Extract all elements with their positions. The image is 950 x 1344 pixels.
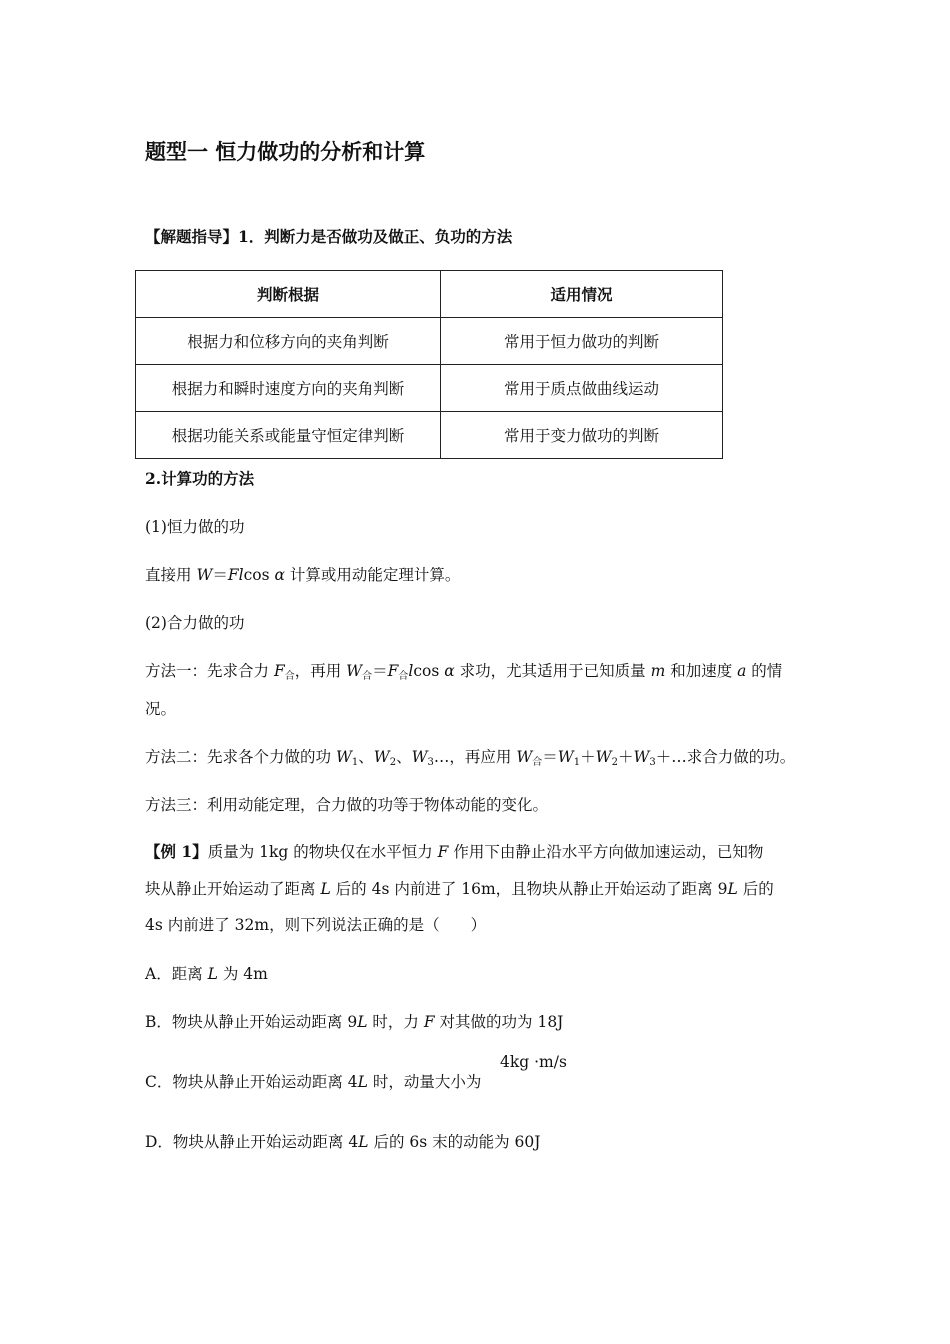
table-cell: 根据力和位移方向的夹角判断: [136, 318, 441, 365]
option-b: [145, 1010, 563, 1032]
subscript: 1: [351, 757, 359, 768]
text-run: 后的: [737, 880, 774, 898]
paragraph-method-2: [145, 745, 795, 768]
text-run: 求功，尤其适用于已知质量: [454, 662, 651, 680]
subscript: 1: [573, 757, 581, 768]
math-symbol: F: [423, 1013, 435, 1031]
subscript: 2: [611, 757, 618, 768]
math-symbol: F: [387, 662, 399, 680]
math-symbol: α: [444, 662, 455, 680]
math-symbol: l: [408, 662, 414, 680]
text-run: ＋: [580, 748, 596, 766]
math-symbol: α: [274, 566, 285, 584]
subsection-heading: (2)合力做的功: [145, 614, 245, 632]
text-run: 方法二：先求各个力做的功: [145, 748, 336, 766]
option-a: [145, 962, 268, 984]
math-symbol: a: [737, 662, 747, 680]
math-symbol: L: [357, 1073, 368, 1091]
paragraph-method-3: 方法三：利用动能定理，合力做的功等于物体动能的变化。: [145, 796, 549, 814]
text-run: ＝: [542, 748, 558, 766]
option-c-value: 4kg ·m/s: [500, 1053, 567, 1071]
math-symbol: L: [358, 1133, 369, 1151]
guide-heading: [145, 225, 512, 247]
math-symbol: W: [373, 748, 390, 766]
text-run: 对其做的功为 18J: [434, 1013, 564, 1031]
paragraph-method-1: [145, 659, 782, 682]
math-symbol: W: [516, 748, 533, 766]
page-title: 题型一 恒力做功的分析和计算: [145, 140, 426, 164]
table-cell: 根据功能关系或能量守恒定律判断: [136, 412, 441, 459]
text-run: 和加速度: [665, 662, 738, 680]
section-heading: 2.计算功的方法: [145, 469, 255, 488]
text-run: cos: [413, 662, 445, 680]
text-run: ＋: [617, 748, 634, 766]
text-run: 后的 4s 内前进了 16m，且物块从静止开始运动了距离 9: [330, 880, 728, 898]
table-row: [136, 412, 723, 459]
text-run: 的情: [746, 662, 783, 680]
example-line-1: [145, 840, 763, 862]
text-run: 作用下由静止沿水平方向做加速运动，已知物: [448, 843, 764, 861]
math-symbol: m: [650, 662, 666, 680]
table-cell: 常用于变力做功的判断: [441, 412, 723, 459]
math-symbol: W: [633, 748, 650, 766]
math-symbol: L: [320, 880, 331, 898]
text-run: D．物块从静止开始运动距离 4: [145, 1133, 359, 1151]
text-run: ，再用: [294, 662, 347, 680]
subscript: 2: [389, 757, 397, 768]
text-run: 为 4m: [217, 965, 268, 983]
table-header-cell: 适用情况: [441, 271, 723, 318]
math-symbol: L: [207, 965, 218, 983]
math-symbol: W: [196, 566, 213, 584]
text-run: B．物块从静止开始运动距离 9: [145, 1013, 358, 1031]
text-run: 方法一：先求合力: [145, 662, 274, 680]
text-run: 后的 6s 末的动能为 60J: [368, 1133, 541, 1151]
option-c: [145, 1070, 481, 1092]
math-symbol: W: [557, 748, 574, 766]
text-run: 时，动量大小为: [367, 1073, 482, 1091]
text-run: 质量为 1kg 的物块仅在水平恒力: [207, 843, 438, 861]
math-symbol: L: [357, 1013, 368, 1031]
subscript: 3: [649, 757, 656, 768]
judgment-table: [135, 270, 723, 459]
subsection-heading: (1)恒力做的功: [145, 518, 245, 536]
subscript: 合: [532, 757, 543, 768]
math-symbol: W: [411, 748, 428, 766]
table-cell: 常用于恒力做功的判断: [441, 318, 723, 365]
subscript: 合: [398, 671, 409, 682]
text-run: cos: [243, 566, 275, 584]
table-cell: 根据力和瞬时速度方向的夹角判断: [136, 365, 441, 412]
table-header-row: [136, 271, 723, 318]
table-cell: 常用于质点做曲线运动: [441, 365, 723, 412]
math-symbol: F: [273, 662, 285, 680]
option-d: [145, 1130, 540, 1152]
text-run: 时，力: [367, 1013, 424, 1031]
example-line-2: [145, 877, 774, 899]
text-run: ＝: [212, 566, 228, 584]
paragraph-direct: [145, 563, 460, 585]
text-run: C．物块从静止开始运动距离 4: [145, 1073, 358, 1091]
text-run: ＋…求合力做的功。: [655, 748, 796, 766]
text-run: 、: [396, 748, 412, 766]
math-symbol: F: [437, 843, 449, 861]
math-symbol: W: [335, 748, 352, 766]
example-label: 【例 1】: [145, 842, 208, 861]
text-run: 、: [358, 748, 374, 766]
table-header-cell: 判断根据: [136, 271, 441, 318]
math-symbol: W: [346, 662, 363, 680]
paragraph-method-1-cont: 况。: [145, 700, 177, 718]
math-symbol: L: [727, 880, 738, 898]
text-run: 直接用: [145, 566, 197, 584]
math-symbol: W: [595, 748, 612, 766]
text-run: 块从静止开始运动了距离: [145, 880, 321, 898]
table-row: [136, 365, 723, 412]
subscript: 合: [362, 671, 373, 682]
example-line-3: 4s 内前进了 32m，则下列说法正确的是（ ）: [145, 916, 487, 934]
subscript: 合: [284, 671, 295, 682]
text-run: 计算或用动能定理计算。: [284, 566, 461, 584]
subscript: 3: [427, 757, 434, 768]
text-run: …，再应用: [433, 748, 517, 766]
guide-label: 【解题指导】: [145, 227, 239, 246]
guide-heading-text: 1．判断力是否做功及做正、负功的方法: [238, 227, 513, 246]
math-symbol: Fl: [227, 566, 244, 584]
text-run: A．距离: [145, 965, 208, 983]
table-row: [136, 318, 723, 365]
text-run: ＝: [372, 662, 388, 680]
